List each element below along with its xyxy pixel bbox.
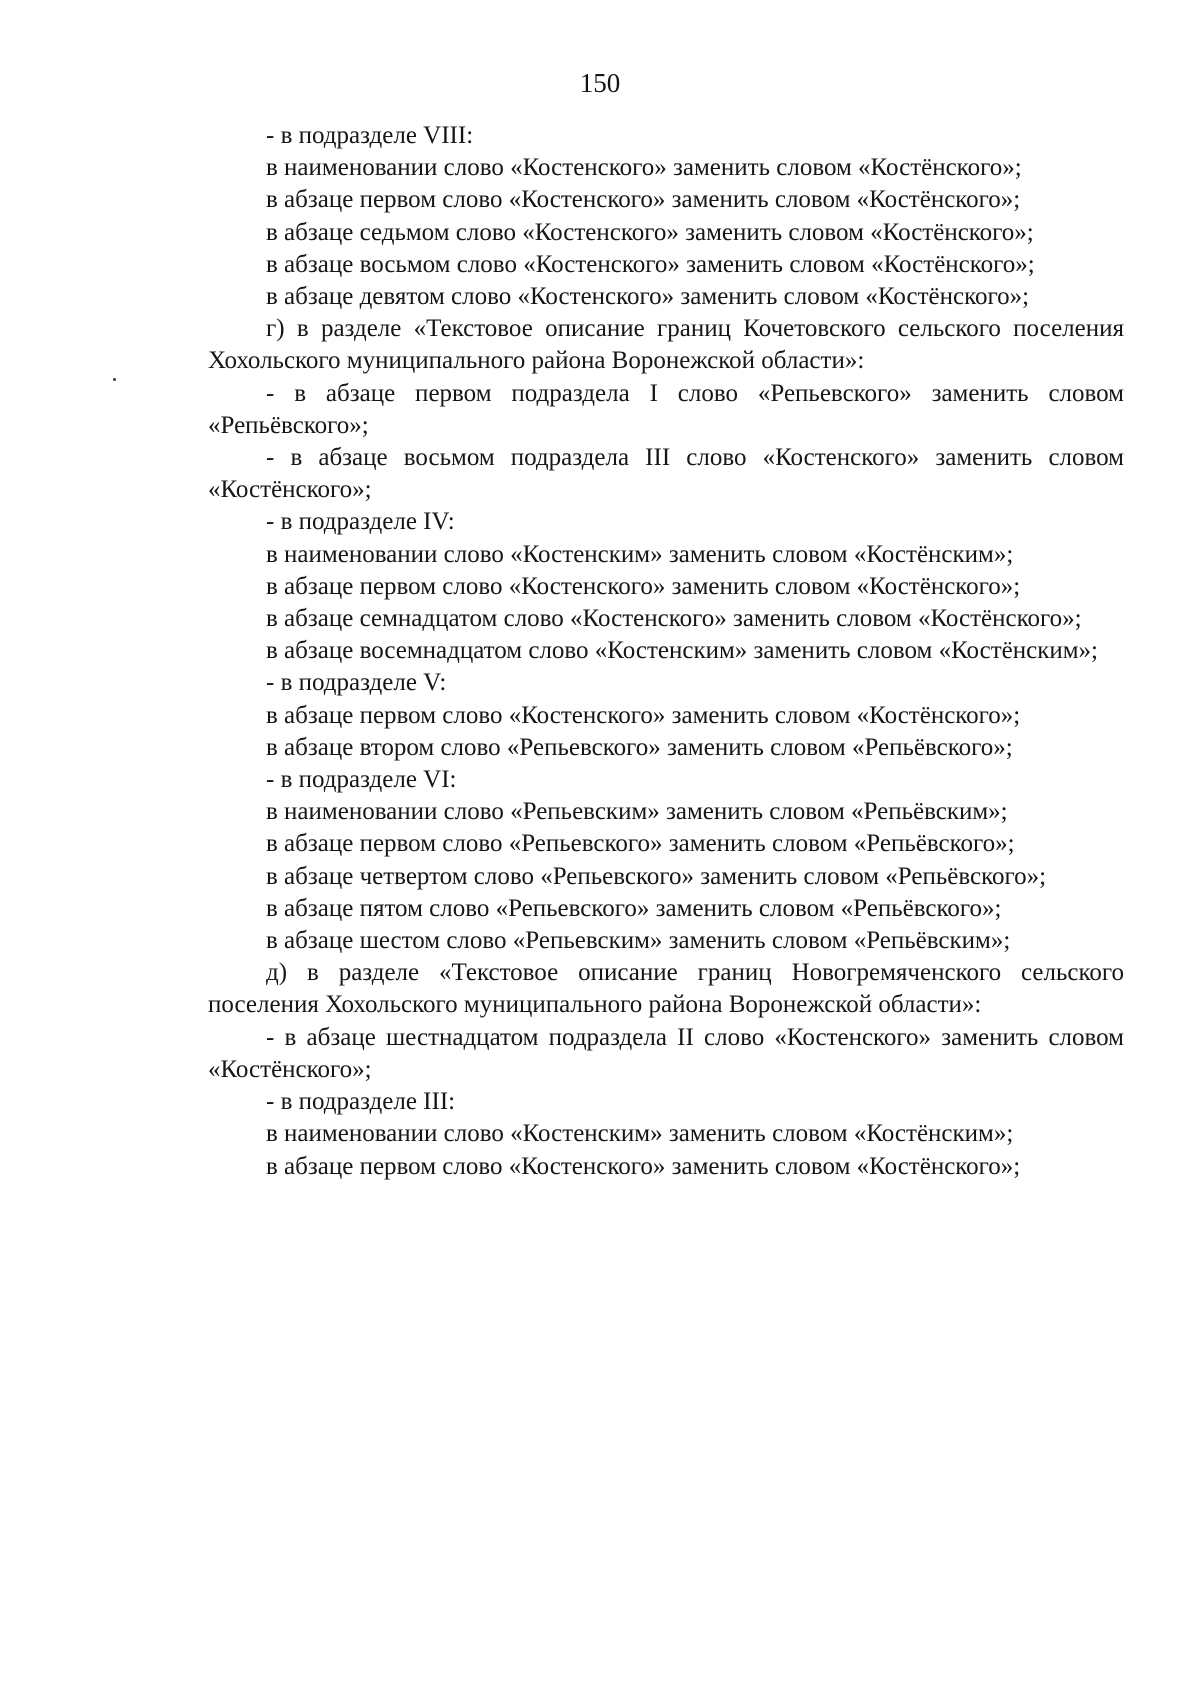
paragraph: в абзаце втором слово «Репьевского» заменить словом «Репьёвского»;: [266, 733, 1013, 761]
paragraph: в наименовании слово «Костенским» заменить словом «Костёнским»;: [266, 1120, 1014, 1148]
paragraph: г) в разделе «Текстовое описание границ Кочетовского сельского поселения Хохольского муниципального района Воронежской области»:: [208, 315, 1124, 375]
paragraph: д) в разделе «Текстовое описание границ Новогремяченского сельского поселения Хохольского муниципального района Воронежской области»:: [208, 959, 1124, 1019]
paragraph: в абзаце восемнадцатом слово «Костенским» заменить словом «Костёнским»;: [266, 637, 1099, 665]
paragraph: в абзаце восьмом слово «Костенского» заменить словом «Костёнского»;: [266, 250, 1035, 278]
document-body: [208, 120, 1124, 1183]
paragraph: - в подразделе IV:: [266, 508, 455, 536]
paragraph: - в подразделе VI:: [266, 766, 457, 794]
paragraph: - в абзаце первом подраздела I слово «Репьевского» заменить словом «Репьёвского»;: [208, 379, 1124, 439]
paragraph: в абзаце первом слово «Костенского» заменить словом «Костёнского»;: [266, 701, 1021, 729]
paragraph: в абзаце седьмом слово «Костенского» заменить словом «Костёнского»;: [266, 218, 1034, 246]
paragraph: в абзаце семнадцатом слово «Костенского» заменить словом «Костёнского»;: [266, 605, 1082, 633]
paragraph: в абзаце первом слово «Костенского» заменить словом «Костёнского»;: [266, 572, 1021, 600]
paragraph: в абзаце первом слово «Костенского» заменить словом «Костёнского»;: [266, 1152, 1021, 1180]
paragraph: - в абзаце шестнадцатом подраздела II слово «Костенского» заменить словом «Костёнского»;: [208, 1023, 1124, 1083]
paragraph: в абзаце шестом слово «Репьевским» заменить словом «Репьёвским»;: [266, 927, 1011, 955]
paragraph: - в подразделе V:: [266, 669, 447, 697]
paragraph: в абзаце девятом слово «Костенского» заменить словом «Костёнского»;: [266, 283, 1030, 311]
scan-speck: [113, 378, 116, 381]
paragraph: в абзаце пятом слово «Репьевского» заменить словом «Репьёвского»;: [266, 894, 1002, 922]
paragraph: в абзаце четвертом слово «Репьевского» заменить словом «Репьёвского»;: [266, 862, 1047, 890]
paragraph: - в абзаце восьмом подраздела III слово «Костенского» заменить словом «Костёнского»;: [208, 444, 1124, 504]
paragraph: в наименовании слово «Костенского» заменить словом «Костёнского»;: [266, 154, 1022, 182]
paragraph: в наименовании слово «Костенским» заменить словом «Костёнским»;: [266, 540, 1014, 568]
paragraph: в наименовании слово «Репьевским» заменить словом «Репьёвским»;: [266, 798, 1008, 826]
paragraph: в абзаце первом слово «Репьевского» заменить словом «Репьёвского»;: [266, 830, 1015, 858]
paragraph: в абзаце первом слово «Костенского» заменить словом «Костёнского»;: [266, 186, 1021, 214]
paragraph: - в подразделе VIII:: [266, 122, 474, 149]
paragraph: - в подразделе III:: [266, 1088, 456, 1116]
page-number: 150: [579, 68, 621, 98]
